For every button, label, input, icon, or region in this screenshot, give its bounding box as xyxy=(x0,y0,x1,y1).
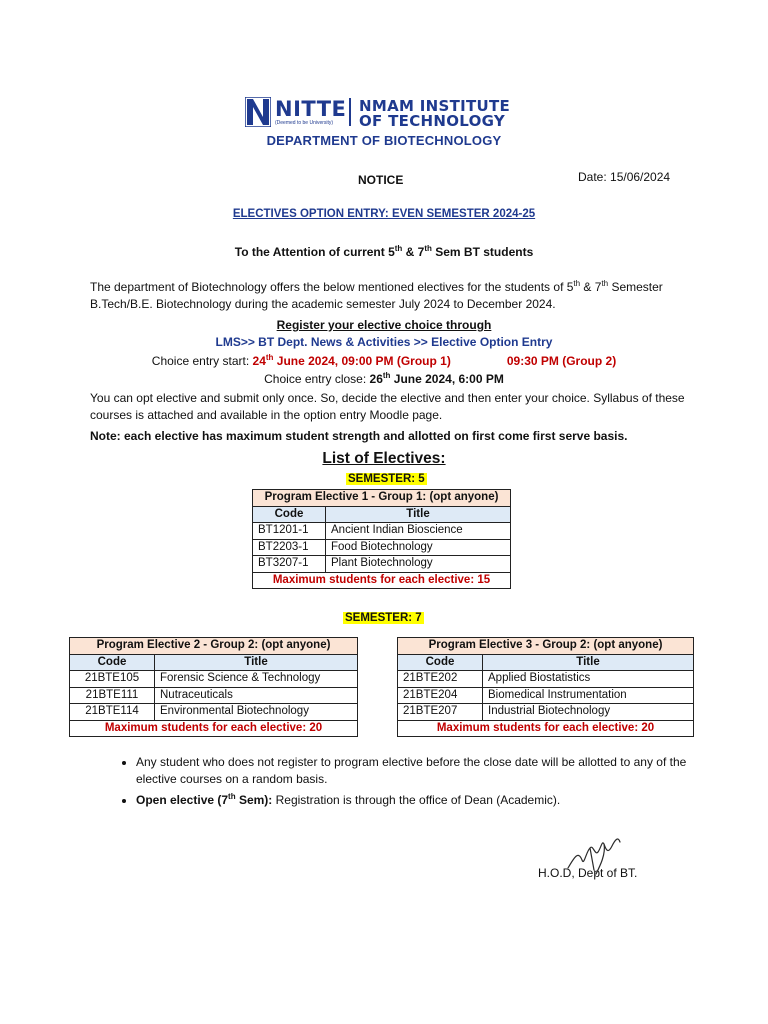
list-item: • Any student who does not register to program elective before the close date will be allotted to any of the elective courses on a random basis. xyxy=(136,754,706,788)
course-title: Forensic Science & Technology xyxy=(155,671,358,688)
column-header-code: Code xyxy=(398,654,483,671)
notes-list xyxy=(110,754,706,813)
column-header-code: Code xyxy=(253,506,326,523)
course-code: BT2203-1 xyxy=(253,539,326,556)
table-title: Program Elective 3 - Group 2: (opt anyone) xyxy=(398,638,694,655)
course-title: Industrial Biotechnology xyxy=(483,704,694,721)
table-row xyxy=(398,704,694,721)
list-item: • Open elective (7th Sem): Registration is through the office of Dean (Academic). xyxy=(136,792,706,809)
table-row xyxy=(70,704,358,721)
electives-heading: List of Electives: xyxy=(322,450,446,467)
max-students-note: Maximum students for each elective: 15 xyxy=(253,572,511,589)
column-header-title: Title xyxy=(326,506,511,523)
hod-signature-label: H.O.D, Dept of BT. xyxy=(538,866,638,880)
logo-tagline: (Deemed to be University) xyxy=(275,120,334,126)
course-code: 21BTE111 xyxy=(70,687,155,704)
table-row xyxy=(253,523,511,540)
notice-title: ELECTIVES OPTION ENTRY: EVEN SEMESTER 2024-25 xyxy=(232,208,536,220)
course-code: 21BTE207 xyxy=(398,704,483,721)
nitte-emblem-icon xyxy=(245,97,271,127)
institute-logo xyxy=(245,96,520,130)
institute-name-line2: OF TECHNOLOGY xyxy=(359,112,506,130)
course-code: BT3207-1 xyxy=(253,556,326,573)
course-title: Nutraceuticals xyxy=(155,687,358,704)
table-row xyxy=(253,539,511,556)
semester-7-label: SEMESTER: 7 xyxy=(345,612,422,624)
intro-paragraph: The department of Biotechnology offers the below mentioned electives for the students of 5th & 7th Semester B.Tech/B.E. Biotechnology during the academic semester July 2024 to December 2024. xyxy=(90,279,663,311)
lms-path: LMS>> BT Dept. News & Activities >> Elective Option Entry xyxy=(215,335,553,349)
opt-instructions: You can opt elective and submit only once. So, decide the elective and then enter your choice. Syllabus of these courses is attached and available in the option entry Moodle page. xyxy=(90,391,685,422)
course-title: Plant Biotechnology xyxy=(326,556,511,573)
course-code: 21BTE204 xyxy=(398,687,483,704)
department-name: DEPARTMENT OF BIOTECHNOLOGY xyxy=(266,133,502,148)
elective-table-sem7-pe3 xyxy=(397,637,694,737)
max-students-note: Maximum students for each elective: 20 xyxy=(398,720,694,737)
course-title: Environmental Biotechnology xyxy=(155,704,358,721)
course-code: 21BTE202 xyxy=(398,671,483,688)
table-row xyxy=(70,687,358,704)
course-code: 21BTE105 xyxy=(70,671,155,688)
table-title: Program Elective 2 - Group 2: (opt anyone) xyxy=(70,638,358,655)
institute-name-line1: NMAM INSTITUTE xyxy=(359,97,511,115)
elective-table-sem7-pe2 xyxy=(69,637,358,737)
table-row xyxy=(70,671,358,688)
column-header-title: Title xyxy=(155,654,358,671)
choice-entry-start: Choice entry start: 24th June 2024, 09:00 PM (Group 1) 09:30 PM (Group 2) xyxy=(151,353,617,368)
course-title: Ancient Indian Bioscience xyxy=(326,523,511,540)
course-code: 21BTE114 xyxy=(70,704,155,721)
table-row xyxy=(398,671,694,688)
attention-line: To the Attention of current 5th & 7th Sem BT students xyxy=(234,244,534,259)
logo-brand: NITTE xyxy=(275,97,347,121)
table-row xyxy=(253,556,511,573)
allotment-note: Note: each elective has maximum student strength and allotted on first come first serve basis. xyxy=(90,429,628,443)
notice-date: Date: 15/06/2024 xyxy=(578,170,671,184)
semester-5-label: SEMESTER: 5 xyxy=(348,473,425,485)
column-header-code: Code xyxy=(70,654,155,671)
course-title: Food Biotechnology xyxy=(326,539,511,556)
course-title: Applied Biostatistics xyxy=(483,671,694,688)
notice-label: NOTICE xyxy=(358,173,404,187)
table-row xyxy=(398,687,694,704)
max-students-note: Maximum students for each elective: 20 xyxy=(70,720,358,737)
course-code: BT1201-1 xyxy=(253,523,326,540)
choice-entry-close: Choice entry close: 26th June 2024, 6:00 PM xyxy=(264,371,504,386)
elective-table-sem5 xyxy=(252,489,511,589)
course-title: Biomedical Instrumentation xyxy=(483,687,694,704)
register-instruction: Register your elective choice through xyxy=(276,318,492,332)
column-header-title: Title xyxy=(483,654,694,671)
logo-divider xyxy=(349,98,351,126)
table-title: Program Elective 1 - Group 1: (opt anyone) xyxy=(253,490,511,507)
